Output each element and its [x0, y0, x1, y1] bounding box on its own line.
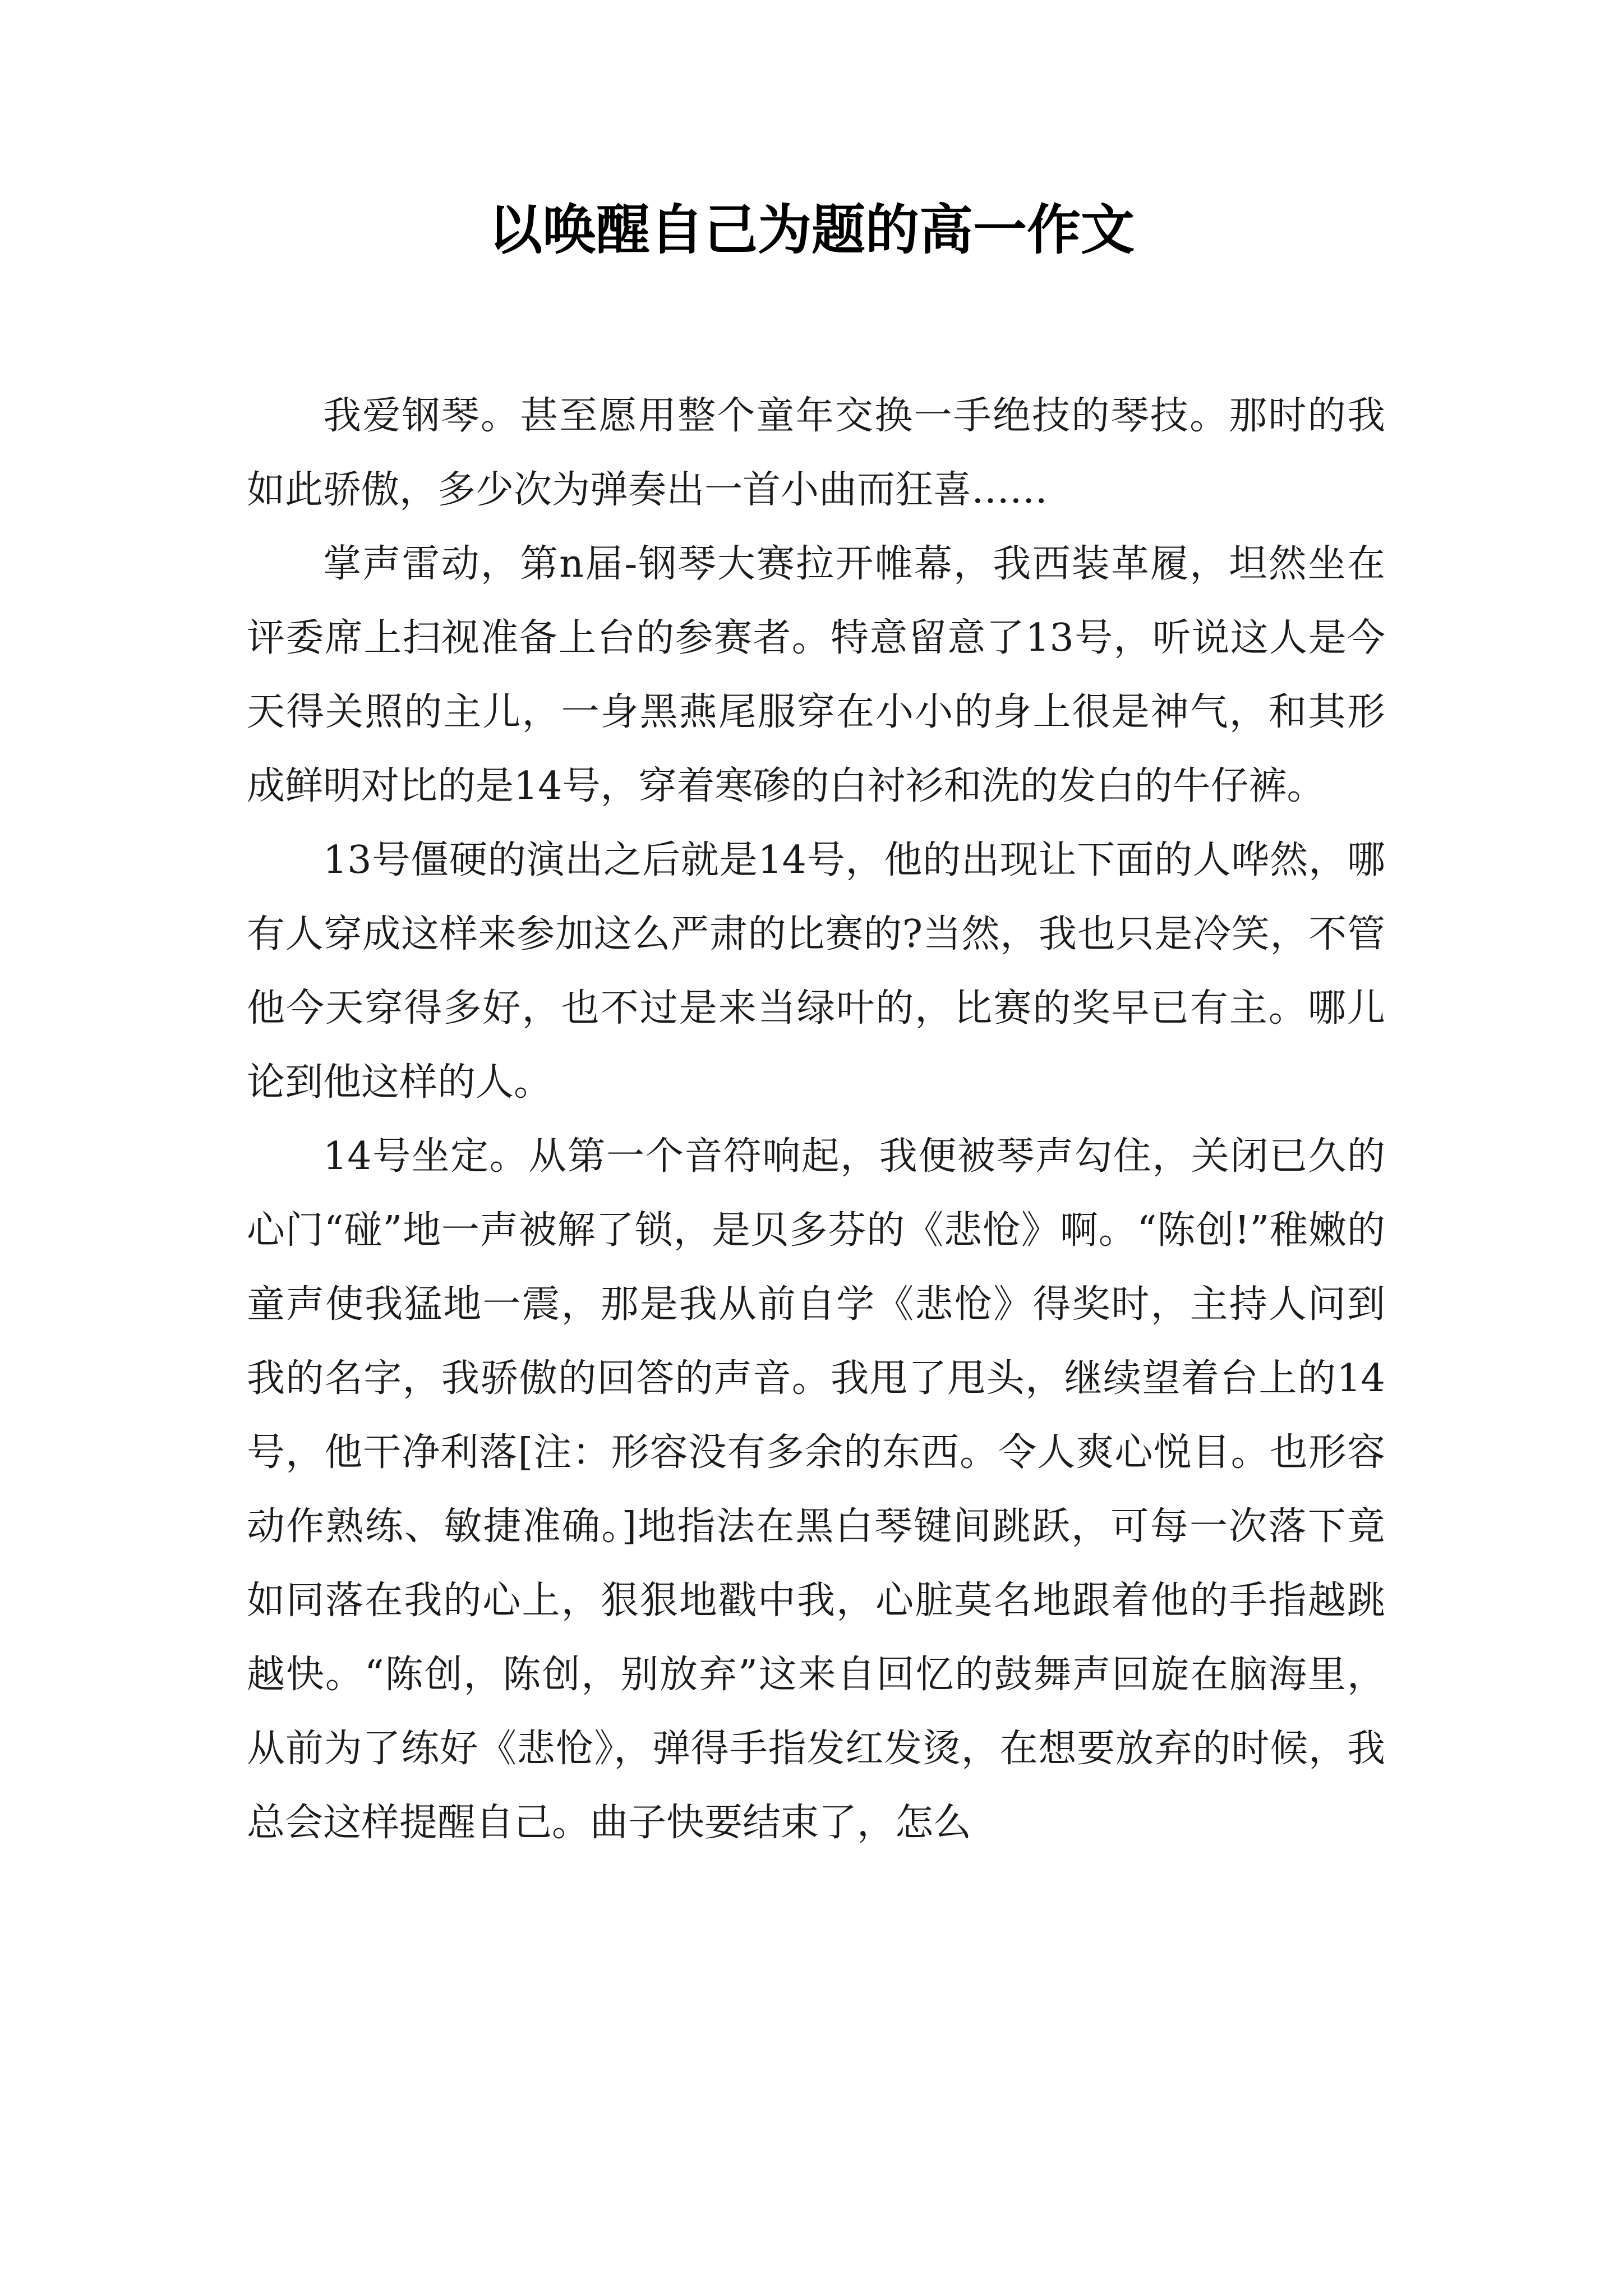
paragraph-1: 我爱钢琴。甚至愿用整个童年交换一手绝技的琴技。那时的我如此骄傲，多少次为弹奏出一首小曲而狂喜……	[247, 394, 1385, 512]
document-title: 以唤醒自己为题的高一作文	[488, 199, 1135, 261]
paragraph-2: 掌声雷动，第n届-钢琴大赛拉开帷幕，我西装革履，坦然坐在评委席上扫视准备上台的参赛者。特意留意了13号，听说这人是今天得关照的主儿，一身黑燕尾服穿在小小的身上很是神气，和其形成鲜明对比的是14号，穿着寒碜的白衬衫和洗的发白的牛仔裤。	[247, 542, 1385, 808]
essay-body	[247, 379, 1385, 1860]
paragraph-3: 13号僵硬的演出之后就是14号，他的出现让下面的人哗然，哪有人穿成这样来参加这么严肃的比赛的?当然，我也只是冷笑，不管他今天穿得多好，也不过是来当绿叶的，比赛的奖早已有主。哪儿论到他这样的人。	[247, 838, 1385, 1105]
paragraph-4: 14号坐定。从第一个音符响起，我便被琴声勾住，关闭已久的心门“碰”地一声被解了锁，是贝多芬的《悲怆》啊。“陈创!”稚嫩的童声使我猛地一震，那是我从前自学《悲怆》得奖时，主持人问到我的名字，我骄傲的回答的声音。我甩了甩头，继续望着台上的14号，他干净利落[注：形容没有多余的东西。令人爽心悦目。也形容动作熟练、敏捷准确。]地指法在黑白琴键间跳跃，可每一次落下竟如同落在我的心上，狠狠地戳中我，心脏莫名地跟着他的手指越跳越快。“陈创，陈创，别放弃”这来自回忆的鼓舞声回旋在脑海里，从前为了练好《悲怆》，弹得手指发红发烫，在想要放弃的时候，我总会这样提醒自己。曲子快要结束了，怎么	[247, 1134, 1385, 1845]
